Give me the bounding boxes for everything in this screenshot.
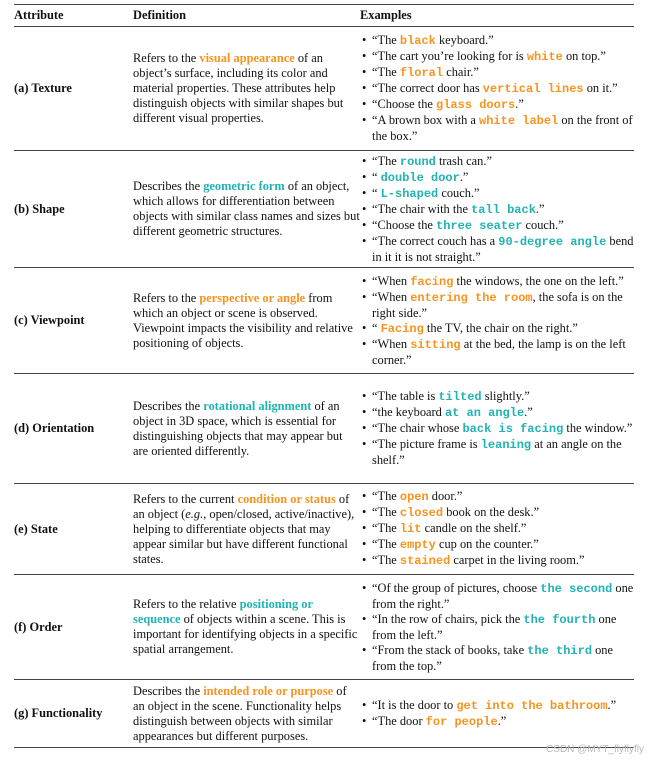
- definition-keyword: condition or status: [237, 491, 336, 506]
- example-keyword: at an angle: [444, 406, 525, 420]
- example-text: “The chair with the: [372, 201, 472, 216]
- definition-text: of an object, which allows for differentiation between objects with similar class names and sizes but different geometric structures.: [133, 179, 360, 238]
- example-item: [360, 290, 634, 321]
- example-item: [360, 274, 634, 290]
- example-text: .”: [459, 169, 469, 184]
- example-item: [360, 537, 634, 553]
- row-shape: [14, 151, 634, 268]
- example-item: [360, 337, 634, 368]
- examples-list: [360, 154, 634, 265]
- example-item: [360, 154, 634, 170]
- watermark: CSDN @MYT_flyflyfly: [546, 744, 644, 755]
- example-keyword: black: [399, 34, 436, 48]
- example-text: “The cart you’re looking for is: [372, 49, 527, 63]
- example-keyword: double door: [380, 170, 460, 185]
- example-text: at the bed, the lamp is on the left corner.”: [372, 336, 626, 367]
- example-item: [360, 49, 634, 65]
- attribute-name: (b) Shape: [14, 201, 65, 216]
- example-text: “The: [372, 505, 400, 519]
- examples-list: [360, 389, 634, 468]
- definition-text: of an object in the scene. Functionality helps distinguish between objects with similar appearances but different purposes.: [133, 683, 347, 743]
- example-text: slightly.”: [481, 389, 530, 403]
- definition-text: Refers to the: [133, 51, 200, 65]
- definition-text: Refers to the: [133, 290, 200, 305]
- example-text: cup on the counter.”: [435, 537, 539, 551]
- example-text: “When: [372, 336, 411, 351]
- example-keyword: three seater: [436, 218, 523, 233]
- example-text: “The table is: [372, 389, 439, 403]
- example-text: .”: [497, 713, 507, 728]
- example-item: [360, 170, 634, 186]
- attribute-name: (f) Order: [14, 619, 63, 634]
- example-item: [360, 521, 634, 537]
- definition-keyword: rotational alignment: [203, 398, 312, 413]
- examples-cell: [360, 268, 634, 374]
- example-keyword: leaning: [480, 438, 532, 452]
- examples-cell: [360, 27, 634, 151]
- definition-text: , open/closed, active/inactive), helping to differentiate objects that may appear similar but have different functional states.: [133, 506, 355, 566]
- example-text: “The: [372, 521, 400, 535]
- example-text: “: [372, 169, 381, 184]
- example-keyword: glass doors: [436, 98, 516, 112]
- example-item: [360, 421, 634, 437]
- example-text: , the sofa is on the right side.”: [372, 289, 623, 320]
- definition-keyword: intended role or purpose: [203, 683, 334, 698]
- example-keyword: white: [526, 50, 563, 64]
- definition-cell: [133, 680, 360, 748]
- definition-text: of objects within a scene. This is important for identifying objects in a specific spatial arrangement.: [133, 612, 358, 656]
- example-keyword: the second: [540, 581, 613, 596]
- example-item: [360, 714, 634, 730]
- example-keyword: vertical lines: [482, 82, 584, 96]
- example-text: “When: [372, 289, 411, 304]
- example-item: [360, 234, 634, 265]
- definition-emphasis: e.g.: [185, 506, 204, 521]
- row-texture: [14, 27, 634, 151]
- examples-list: [360, 274, 634, 368]
- example-keyword: floral: [399, 66, 444, 80]
- example-item: [360, 186, 634, 202]
- example-text: on the front of the box.”: [372, 113, 633, 143]
- example-item: [360, 489, 634, 505]
- examples-list: [360, 33, 634, 144]
- example-text: one from the left.”: [372, 611, 617, 642]
- examples-cell: [360, 374, 634, 484]
- example-text: “A brown box with a: [372, 113, 480, 127]
- example-item: [360, 405, 634, 421]
- examples-cell: [360, 484, 634, 575]
- example-item: [360, 113, 634, 144]
- attribute-name: (g) Functionality: [14, 706, 103, 720]
- row-order: [14, 575, 634, 680]
- example-text: “The: [372, 553, 400, 567]
- row-orientation: [14, 374, 634, 484]
- definition-cell: [133, 151, 360, 268]
- example-text: “The door: [372, 713, 426, 728]
- example-text: “: [372, 320, 381, 335]
- definition-text: Describes the: [133, 398, 204, 413]
- examples-list: [360, 581, 634, 674]
- example-item: [360, 218, 634, 234]
- example-text: one from the right.”: [372, 580, 634, 611]
- example-text: “From the stack of books, take: [372, 642, 528, 657]
- example-text: “It is the door to: [372, 697, 457, 712]
- row-functionality: [14, 680, 634, 748]
- table-header: [14, 5, 634, 27]
- row-viewpoint: [14, 268, 634, 374]
- example-text: “The: [372, 537, 400, 551]
- definition-text: of an object’s surface, including its color and material properties. These attributes help distinguish objects with similar shapes but different visual properties.: [133, 51, 344, 125]
- example-keyword: the fourth: [523, 612, 596, 627]
- example-keyword: empty: [399, 538, 436, 552]
- example-text: on top.”: [562, 49, 606, 63]
- definition-text: Refers to the relative: [133, 597, 240, 611]
- example-text: “Choose the: [372, 217, 437, 232]
- definition-cell: [133, 27, 360, 151]
- header-attribute: Attribute: [14, 5, 133, 27]
- example-item: [360, 33, 634, 49]
- example-text: the window.”: [563, 421, 633, 435]
- example-text: at an angle on the shelf.”: [372, 437, 622, 467]
- examples-cell: [360, 575, 634, 680]
- example-text: .”: [607, 697, 617, 712]
- example-item: [360, 65, 634, 81]
- example-text: “The correct couch has a: [372, 233, 499, 248]
- table-body: [14, 27, 634, 748]
- examples-list: [360, 698, 634, 730]
- example-keyword: tall back: [471, 202, 536, 217]
- example-text: keyboard.”: [435, 33, 494, 47]
- definition-keyword: positioning or sequence: [133, 597, 313, 626]
- example-item: [360, 202, 634, 218]
- definition-cell: [133, 575, 360, 680]
- row-state: [14, 484, 634, 575]
- example-text: “Choose the: [372, 97, 437, 111]
- definition-keyword: visual appearance: [199, 51, 295, 65]
- header-row: [14, 5, 634, 27]
- examples-list: [360, 489, 634, 569]
- definition-keyword: perspective or angle: [199, 290, 306, 305]
- example-text: .”: [524, 405, 533, 419]
- example-text: couch.”: [438, 185, 480, 200]
- definition-cell: [133, 374, 360, 484]
- definition-cell: [133, 484, 360, 575]
- example-text: “When: [372, 273, 411, 288]
- example-text: “In the row of chairs, pick the: [372, 611, 524, 626]
- header-examples: Examples: [360, 5, 634, 27]
- example-keyword: for people: [425, 714, 498, 729]
- example-text: the TV, the chair on the right.”: [423, 320, 578, 335]
- example-text: couch.”: [522, 217, 564, 232]
- example-text: trash can.”: [435, 153, 492, 168]
- definition-text: Describes the: [133, 179, 204, 193]
- example-text: “The: [372, 489, 400, 503]
- example-item: [360, 321, 634, 337]
- example-text: carpet in the living room.”: [450, 553, 585, 567]
- example-text: “The: [372, 33, 400, 47]
- example-item: [360, 698, 634, 714]
- example-text: “Of the group of pictures, choose: [372, 580, 541, 595]
- example-item: [360, 643, 634, 674]
- example-item: [360, 581, 634, 612]
- header-definition: Definition: [133, 5, 360, 27]
- example-text: “The chair whose: [372, 421, 463, 435]
- attribute-name: (e) State: [14, 521, 58, 536]
- example-item: [360, 389, 634, 405]
- definition-text: from which an object or scene is observed. Viewpoint impacts the visibility and relative positioning of objects.: [133, 290, 353, 350]
- example-item: [360, 553, 634, 569]
- definition-text: of an object (: [133, 491, 350, 521]
- example-keyword: white label: [479, 114, 559, 128]
- example-item: [360, 505, 634, 521]
- example-text: .”: [515, 97, 524, 111]
- example-keyword: back is facing: [462, 422, 564, 436]
- example-text: chair.”: [443, 65, 479, 79]
- example-keyword: lit: [399, 522, 422, 536]
- example-item: [360, 97, 634, 113]
- example-text: bend in it it is not straight.”: [372, 233, 634, 264]
- example-keyword: closed: [399, 506, 444, 520]
- definition-text: Refers to the current: [133, 491, 238, 506]
- example-item: [360, 81, 634, 97]
- example-keyword: round: [399, 154, 436, 169]
- example-item: [360, 612, 634, 643]
- examples-cell: [360, 680, 634, 748]
- example-text: door.”: [428, 489, 463, 503]
- example-keyword: L-shaped: [380, 186, 439, 201]
- attribute-name: (d) Orientation: [14, 421, 95, 435]
- example-text: “: [372, 185, 381, 200]
- example-text: on it.”: [583, 81, 618, 95]
- example-text: one from the top.”: [372, 642, 614, 673]
- example-text: “The: [372, 153, 400, 168]
- example-keyword: tilted: [438, 390, 482, 404]
- example-text: candle on the shelf.”: [421, 521, 527, 535]
- example-keyword: entering the room: [410, 290, 533, 305]
- example-text: .”: [535, 201, 545, 216]
- attribute-table: [14, 4, 634, 748]
- definition-text: of an object in 3D space, which is essential for distinguishing objects that may appear but are oriented differently.: [133, 398, 343, 458]
- example-keyword: 90-degree angle: [498, 234, 607, 249]
- example-keyword: open: [399, 490, 429, 504]
- example-text: “The correct door has: [372, 81, 483, 95]
- attribute-name: (a) Texture: [14, 81, 72, 95]
- definition-cell: [133, 268, 360, 374]
- definition-keyword: geometric form: [203, 179, 285, 193]
- definition-text: Describes the: [133, 683, 204, 698]
- examples-cell: [360, 151, 634, 268]
- example-keyword: Facing: [380, 321, 424, 336]
- example-text: “The: [372, 65, 400, 79]
- example-text: “The picture frame is: [372, 437, 481, 451]
- example-keyword: facing: [410, 274, 454, 289]
- example-keyword: get into the bathroom: [456, 698, 608, 713]
- example-text: book on the desk.”: [443, 505, 540, 519]
- example-keyword: sitting: [410, 337, 461, 352]
- example-text: “the keyboard: [372, 405, 445, 419]
- example-keyword: stained: [399, 554, 451, 568]
- attribute-name: (c) Viewpoint: [14, 313, 85, 327]
- example-item: [360, 437, 634, 468]
- example-keyword: the third: [527, 643, 593, 658]
- example-text: the windows, the one on the left.”: [453, 273, 624, 288]
